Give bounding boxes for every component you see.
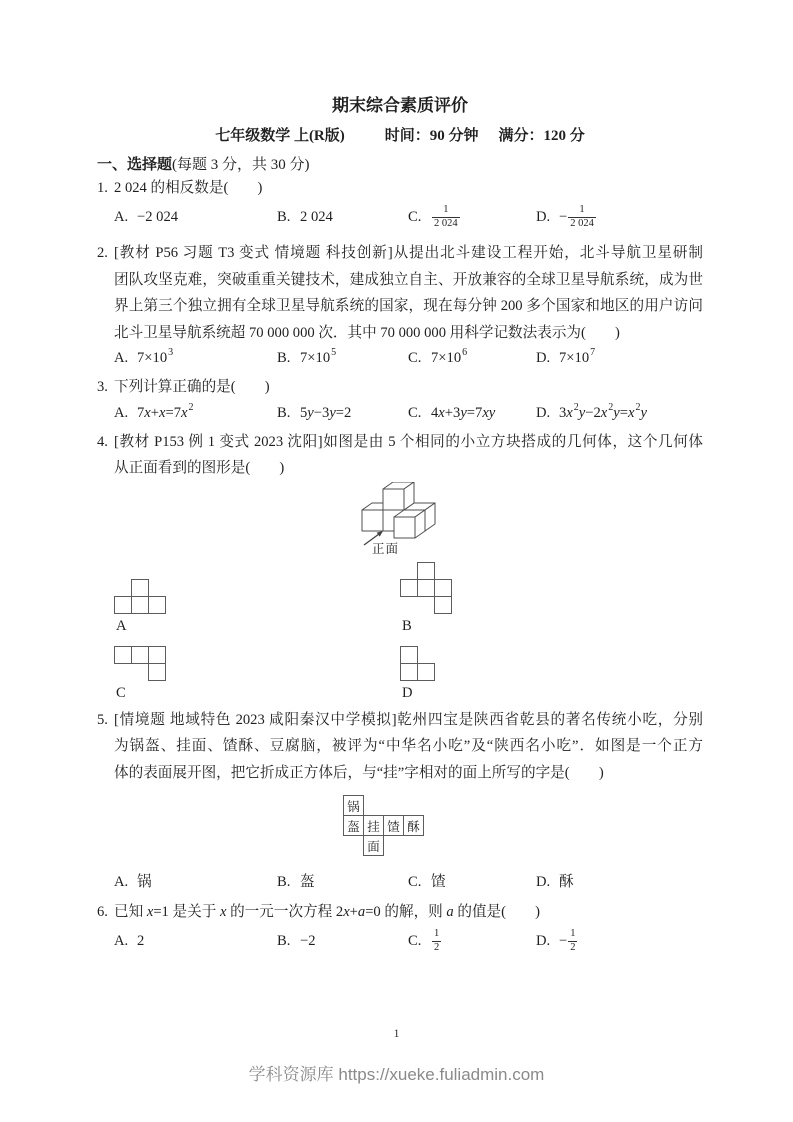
q4-number: 4. xyxy=(97,433,108,450)
option-label: B. xyxy=(277,350,291,366)
option-item xyxy=(277,870,408,894)
option-content: 2 024 xyxy=(300,209,333,225)
q4-figure-options-row-cd xyxy=(97,646,703,703)
grid-cell xyxy=(434,579,452,597)
exam-title: 期末综合素质评价 xyxy=(332,96,468,115)
option-content: 锅 xyxy=(137,874,152,890)
grid-cell: 面 xyxy=(363,835,384,856)
q1-stem-text: 2 024 的相反数是( ) xyxy=(114,180,263,196)
q6-options xyxy=(97,924,703,958)
option-content: 7 x + x =7 x 2 xyxy=(137,401,194,421)
option-item xyxy=(277,346,408,370)
option-label: B. xyxy=(277,404,291,421)
q2-options xyxy=(97,346,703,370)
option-label: B. xyxy=(277,874,291,890)
q2-stem-line-3: 界上第三个独立拥有全球卫星导航系统的国家，现在每分钟 200 多个国家和地区的用户访问 xyxy=(114,298,703,314)
section-note: (每题 3 分，共 30 分) xyxy=(172,157,310,173)
grid-cell xyxy=(148,663,166,681)
option-content: 馇 xyxy=(431,874,446,890)
option-item xyxy=(408,928,536,953)
option-content: 盔 xyxy=(300,874,315,890)
option-content: 4 x +3 y =7 xy xyxy=(431,404,496,421)
option-content: 酥 xyxy=(559,874,574,890)
q6-stem-text: 已知 x=1 是关于 x 的一元一次方程 2x+a=0 的解，则 a 的值是( ) xyxy=(114,904,541,920)
subtitle-time: 时间：90 分钟 xyxy=(384,128,479,144)
option-label: D. xyxy=(536,350,551,366)
option-item xyxy=(536,204,703,229)
option-label: B. xyxy=(277,933,291,949)
q5-options xyxy=(97,870,703,894)
grid-cell xyxy=(400,579,418,597)
q3-stem-text: 下列计算正确的是( ) xyxy=(114,379,270,395)
option-item xyxy=(536,928,703,953)
question-1 xyxy=(97,176,703,234)
grid-cell xyxy=(148,646,166,664)
q5-stem-text: [情境题 地域特色 2023 咸阳秦汉中学模拟]乾州四宝是陕西省乾县的著名传统小吃，分别 xyxy=(114,711,703,728)
option-content: $\frac{1}{2}$ xyxy=(434,928,440,953)
option-content: −2 024 xyxy=(137,209,179,225)
grid-cell xyxy=(114,596,132,614)
option-label: D. xyxy=(536,404,551,421)
grid-cell: 挂 xyxy=(363,815,384,836)
grid-cell xyxy=(148,596,166,614)
option-item xyxy=(536,346,703,370)
q2-stem-line-4: 北斗卫星导航系统超 70 000 000 次．其中 70 000 000 用科学记数法表示为( ) xyxy=(114,324,620,341)
exam-subtitle xyxy=(97,126,703,146)
grid-cell xyxy=(417,562,435,580)
q5-stem-line-2: 为锅盔、挂面、馇酥、豆腐脑，被评为“中华名小吃”及“陕西名小吃”．如图是一个正方 xyxy=(114,738,703,754)
option-content: −2 xyxy=(300,933,316,949)
question-6 xyxy=(97,900,703,958)
grid-cell: 盔 xyxy=(343,815,364,836)
q5-number: 5. xyxy=(97,711,108,728)
grid-cell xyxy=(131,579,149,597)
option-content: 7×10 7 xyxy=(559,347,596,366)
option-item xyxy=(408,204,536,229)
q5-stem-line-1 xyxy=(97,707,703,734)
option-content: − $\frac{1}{2}$ xyxy=(559,928,576,953)
option-label: A. xyxy=(114,404,129,421)
option-item xyxy=(408,870,536,894)
option-item xyxy=(114,870,277,894)
subtitle-course: 七年级数学 上(R版) xyxy=(215,128,345,144)
q6-stem xyxy=(97,900,703,924)
option-item xyxy=(277,205,408,229)
grid-cell xyxy=(434,596,452,614)
q4-stem-text: [教材 P153 例 1 变式 2023 沈阳]如图是由 5 个相同的小立方块搭成的几何体，这个几何体 xyxy=(114,433,703,450)
q4-figure-options-row-ab xyxy=(97,562,703,636)
grid-cell xyxy=(400,663,418,681)
option-figure-b xyxy=(400,562,452,614)
q3-number: 3. xyxy=(97,379,108,395)
option-item xyxy=(114,401,277,425)
option-content: 7×10 6 xyxy=(431,347,468,366)
q1-number: 1. xyxy=(97,180,108,196)
front-view-label: 正面 xyxy=(372,541,400,556)
option-label: C. xyxy=(408,933,422,949)
option-label: C. xyxy=(408,209,422,225)
q1-options xyxy=(97,200,703,234)
option-item xyxy=(408,401,536,425)
option-item xyxy=(114,346,277,370)
option-content: 7×10 3 xyxy=(137,347,174,366)
option-figure-a xyxy=(114,579,166,614)
question-5 xyxy=(97,707,703,895)
option-figure-c xyxy=(114,646,166,681)
option-label: B. xyxy=(277,209,291,225)
grid-cell: 锅 xyxy=(343,795,364,816)
option-label: A. xyxy=(114,933,129,949)
option-item xyxy=(536,401,703,425)
option-label: A. xyxy=(114,874,129,890)
q2-stem-line-2: 团队攻坚克难，突破重重关键技术，建成独立自主、开放兼容的全球卫星导航系统，成为世 xyxy=(114,271,703,288)
option-content: 7×10 5 xyxy=(300,347,337,366)
watermark: 学科资源库 https://xueke.fuliadmin.com xyxy=(248,1065,545,1084)
grid-cell xyxy=(400,646,418,664)
q6-number: 6. xyxy=(97,904,108,920)
exam-page xyxy=(97,96,703,958)
grid-cell: 酥 xyxy=(403,815,424,836)
figure-label-a: A xyxy=(116,617,127,634)
option-label: D. xyxy=(536,933,551,949)
option-figure-d xyxy=(400,646,435,681)
subtitle-score: 满分：120 分 xyxy=(498,128,585,144)
q5-stem-line-3: 体的表面展开图，把它折成正方体后，与“挂”字相对的面上所写的字是( ) xyxy=(114,764,604,781)
q4-figure-option-b xyxy=(400,562,686,636)
figure-label-c: C xyxy=(116,684,126,701)
option-content: 5 y −3 y =2 xyxy=(300,404,352,421)
option-content: 3 x 2 y −2 x 2 y = x 2 y xyxy=(559,401,647,421)
figure-label-b: B xyxy=(402,617,412,634)
q2-stem-line-1 xyxy=(97,240,703,267)
section-heading xyxy=(97,154,703,176)
grid-cell xyxy=(417,663,435,681)
option-item xyxy=(114,929,277,953)
grid-cell xyxy=(114,646,132,664)
option-label: C. xyxy=(408,350,422,366)
option-label: D. xyxy=(536,874,551,890)
q2-stem-text: [教材 P56 习题 T3 变式 情境题 科技创新]从提出北斗建设工程开始，北斗导航卫星研制 xyxy=(114,245,703,261)
q4-figure-option-d xyxy=(400,646,686,703)
grid-cell xyxy=(131,596,149,614)
q4-stem-line-1 xyxy=(97,429,703,456)
grid-cell xyxy=(131,646,149,664)
option-label: A. xyxy=(114,350,129,366)
option-content: 2 xyxy=(137,933,145,949)
option-label: C. xyxy=(408,874,422,890)
option-content: $\frac{1}{2 024}$ xyxy=(434,204,458,229)
section-title: 一、选择题 xyxy=(97,157,173,173)
question-3 xyxy=(97,374,703,425)
q3-options xyxy=(97,401,703,425)
option-item xyxy=(536,870,703,894)
option-label: D. xyxy=(536,209,551,225)
option-item xyxy=(408,346,536,370)
q1-stem xyxy=(97,176,703,200)
page-number: 1 xyxy=(393,1026,400,1040)
option-item xyxy=(114,205,277,229)
q4-stem-line-2: 从正面看到的图形是( ) xyxy=(114,460,285,476)
q4-figure-option-c xyxy=(114,646,400,703)
figure-label-d: D xyxy=(402,684,413,701)
question-4 xyxy=(97,429,703,703)
grid-cell: 馇 xyxy=(383,815,404,836)
grid-cell xyxy=(417,579,435,597)
cube-stack-figure xyxy=(350,482,460,560)
cube-group xyxy=(362,482,435,538)
option-content: − $\frac{1}{2 024}$ xyxy=(559,204,594,229)
option-item xyxy=(277,929,408,953)
question-2 xyxy=(97,240,703,370)
cube-net-figure xyxy=(343,795,424,856)
q4-figure-option-a xyxy=(114,562,400,636)
q2-number: 2. xyxy=(97,245,108,261)
option-label: A. xyxy=(114,209,129,225)
option-item xyxy=(277,401,408,425)
option-label: C. xyxy=(408,404,422,421)
